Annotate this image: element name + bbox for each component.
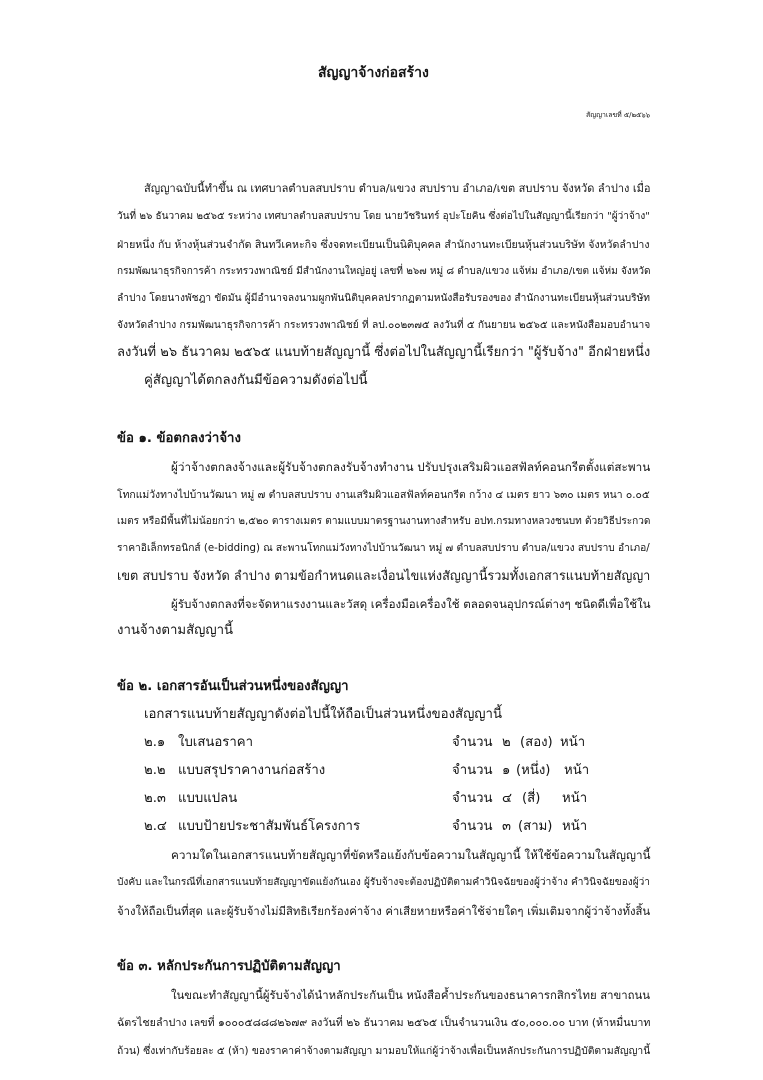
attachment-count-label: จำนวน — [452, 763, 493, 778]
document-title: สัญญาจ้างก่อสร้าง — [318, 65, 429, 81]
attachment-number: ๒.๓ — [144, 791, 166, 806]
attachment-count-word: (สาม) — [518, 819, 553, 834]
preamble-line: สัญญาฉบับนี้ทำขึ้น ณ เทศบาลตำบลสบปราบ ตำบล/แขวง สบปราบ อำเภอ/เขต สบปราบ จังหวัด ลำปาง เมื่อ — [144, 182, 651, 195]
attachment-count: ๒ — [502, 735, 511, 750]
attachment-unit: หน้า — [564, 763, 590, 778]
clause-intro: เอกสารแนบท้ายสัญญาดังต่อไปนี้ให้ถือเป็นส่วนหนึ่งของสัญญานี้ — [144, 707, 502, 722]
clause-line: จ้างให้ถือเป็นที่สุด และผู้รับจ้างไม่มีสิทธิเรียกร้องค่าจ้าง ค่าเสียหายหรือค่าใช้จ่ายใดๆ เพิ่มเติมจากผู้ว่าจ้างทั้งสิ้น — [117, 904, 651, 918]
clause-line: บังคับ และในกรณีที่เอกสารแนบท้ายสัญญาขัดแย้งกันเอง ผู้รับจ้างจะต้องปฏิบัติตามคำวินิจฉัยของผู้ว่าจ้าง คำวินิจฉัยของผู้ว่า — [117, 877, 650, 888]
clause-heading: ข้อ ๓. หลักประกันการปฏิบัติตามสัญญา — [117, 959, 341, 974]
preamble-line: ลำปาง โดยนางพัชฎา ขัดมัน ผู้มีอำนาจลงนามผูกพันนิติบุคคลปรากฏตามหนังสือรับรองของ สำนักงานทะเบียนหุ้นส่วนบริษัท — [117, 293, 650, 304]
attachment-count-word: (สอง) — [520, 735, 553, 750]
attachment-count: ๔ — [502, 791, 512, 806]
preamble-line: ฝ่ายหนึ่ง กับ ห้างหุ้นส่วนจำกัด สินทวีเคหะกิจ ซึ่งจดทะเบียนเป็นนิติบุคคล สำนักงานทะเบียนหุ้นส่วนบริษัท จังหวัดลำปาง — [117, 239, 650, 251]
attachment-name: ใบเสนอราคา — [178, 735, 254, 750]
preamble-line: คู่สัญญาได้ตกลงกันมีข้อความดังต่อไปนี้ — [144, 373, 368, 388]
clause-line: ในขณะทำสัญญานี้ผู้รับจ้างได้นำหลักประกันเป็น หนังสือค้ำประกันของธนาคารกสิกรไทย สาขาถนน — [171, 988, 650, 1002]
attachment-unit: หน้า — [562, 791, 588, 806]
clause-line: เมตร หรือมีพื้นที่ไม่น้อยกว่า ๒,๕๒๐ ตารางเมตร ตามแบบมาตรฐานงานทางสำหรับ อปท.กรมทางหลวงชนบท ด้วยวิธีประกวด — [117, 516, 651, 527]
clause-heading: ข้อ ๑. ข้อตกลงว่าจ้าง — [117, 431, 241, 446]
attachment-count-label: จำนวน — [452, 735, 493, 750]
clause-line: ผู้ว่าจ้างตกลงจ้างและผู้รับจ้างตกลงรับจ้างทำงาน ปรับปรุงเสริมผิวแอสฟัลท์คอนกรีตตั้งแต่สะพาน — [171, 460, 651, 474]
clause-line: ถ้วน) ซึ่งเท่ากับร้อยละ ๕ (ห้า) ของราคาค่าจ้างตามสัญญา มามอบให้แก่ผู้ว่าจ้างเพื่อเป็นหลักประกันการปฏิบัติตามสัญญานี้ — [117, 1045, 651, 1057]
attachment-count-label: จำนวน — [452, 819, 493, 834]
preamble-line: วันที่ ๒๖ ธันวาคม ๒๕๖๕ ระหว่าง เทศบาลตำบลสบปราบ โดย นายวัชรินทร์ อุปะโยคิน ซึ่งต่อไปในสัญญานี้เรียกว่า "ผู้ว่าจ้าง" — [117, 211, 650, 222]
clause-line: ผู้รับจ้างตกลงที่จะจัดหาแรงงานและวัสดุ เครื่องมือเครื่องใช้ ตลอดจนอุปกรณ์ต่างๆ ชนิดดีเพื่อใช้ใน — [171, 597, 651, 611]
attachment-count: ๓ — [502, 819, 512, 834]
attachment-unit: หน้า — [562, 819, 588, 834]
clause-line: ราคาอิเล็กทรอนิกส์ (e-bidding) ณ สะพานโทกแม่วังทางไปบ้านวัฒนา หมู่ ๗ ตำบลสบปราบ ตำบล/แขวง สบปราบ อำเภอ/ — [117, 543, 650, 554]
clause-line: งานจ้างตามสัญญานี้ — [117, 623, 234, 638]
attachment-count: ๑ — [502, 763, 511, 778]
preamble-line: ลงวันที่ ๒๖ ธันวาคม ๒๕๖๕ แนบท้ายสัญญานี้ ซึ่งต่อไปในสัญญานี้เรียกว่า "ผู้รับจ้าง" อีกฝ่ายหนึ่ง — [117, 345, 651, 360]
attachment-name: แบบแปลน — [178, 791, 238, 806]
attachment-count-word: (สี่) — [522, 791, 541, 806]
clause-line: โทกแม่วังทางไปบ้านวัฒนา หมู่ ๗ ตำบลสบปราบ งานเสริมผิวแอสฟัลท์คอนกรีต กว้าง ๔ เมตร ยาว ๖๓๐ เมตร หนา ๐.๐๕ — [117, 489, 650, 501]
attachment-count-word: (หนึ่ง) — [516, 763, 551, 778]
attachment-unit: หน้า — [560, 735, 586, 750]
attachment-name: แบบสรุปราคางานก่อสร้าง — [178, 763, 326, 778]
attachment-number: ๒.๒ — [144, 763, 166, 778]
clause-line: เขต สบปราบ จังหวัด ลำปาง ตามข้อกำหนดและเงื่อนไขแห่งสัญญานี้รวมทั้งเอกสารแนบท้ายสัญญา — [117, 568, 651, 583]
preamble-line: จังหวัดลำปาง กรมพัฒนาธุรกิจการค้า กระทรวงพาณิชย์ ที่ ลป.๐๐๒๓๗๕ ลงวันที่ ๕ กันยายน ๒๕๖๕ และหนังสือมอบอำนาจ — [117, 320, 651, 331]
contract-number: สัญญาเลขที่ ๕/๒๕๖๖ — [586, 111, 651, 119]
attachment-number: ๒.๔ — [144, 819, 167, 834]
preamble-line: กรมพัฒนาธุรกิจการค้า กระทรวงพาณิชย์ มีสำนักงานใหญ่อยู่ เลขที่ ๒๖๗ หมู่ ๘ ตำบล/แขวง แจ้ห่ม อำเภอ/เขต แจ้ห่ม จังหวัด — [117, 266, 651, 277]
attachment-count-label: จำนวน — [452, 791, 493, 806]
attachment-number: ๒.๑ — [144, 735, 166, 750]
clause-heading: ข้อ ๒. เอกสารอันเป็นส่วนหนึ่งของสัญญา — [117, 679, 349, 694]
clause-line: ฉัตรไชยลำปาง เลขที่ ๑๐๐๐๕๘๘๘๒๖๗๙ ลงวันที่ ๒๖ ธันวาคม ๒๕๖๕ เป็นจำนวนเงิน ๕๐,๐๐๐.๐๐ บาท (ห้าหมื่นบาท — [117, 1016, 651, 1029]
clause-line: ความใดในเอกสารแนบท้ายสัญญาที่ขัดหรือแย้งกับข้อความในสัญญานี้ ให้ใช้ข้อความในสัญญานี้ — [171, 848, 651, 862]
attachment-name: แบบป้ายประชาสัมพันธ์โครงการ — [178, 819, 361, 834]
